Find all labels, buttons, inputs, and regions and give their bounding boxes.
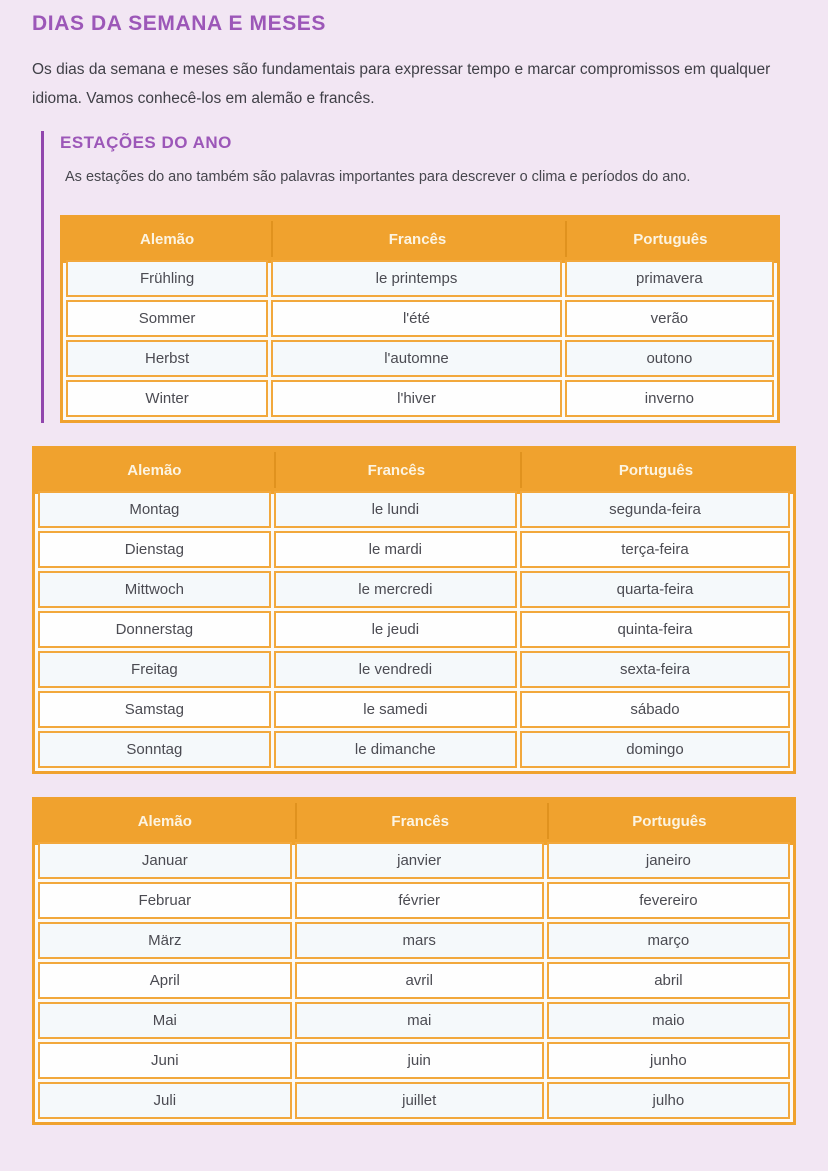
table-row xyxy=(38,651,790,688)
column-header-portuguese: Português xyxy=(520,452,790,488)
table-cell: le dimanche xyxy=(274,731,517,768)
table-cell: fevereiro xyxy=(547,882,790,919)
table-cell: Mittwoch xyxy=(38,571,271,608)
table-cell: segunda-feira xyxy=(520,491,790,528)
section-title: ESTAÇÕES DO ANO xyxy=(60,133,232,152)
table-row xyxy=(38,922,790,959)
table-cell: Januar xyxy=(38,842,292,879)
column-header-portuguese: Português xyxy=(565,221,774,257)
table-row xyxy=(38,882,790,919)
table-row xyxy=(38,491,790,528)
months-table-wrapper xyxy=(32,797,796,1125)
table-cell: l'été xyxy=(271,300,562,337)
table-cell: April xyxy=(38,962,292,999)
seasons-table-wrapper xyxy=(60,215,780,423)
table-cell: Sommer xyxy=(66,300,268,337)
table-cell: l'hiver xyxy=(271,380,562,417)
days-table xyxy=(35,449,793,771)
table-cell: domingo xyxy=(520,731,790,768)
column-header-portuguese: Português xyxy=(547,803,790,839)
table-row xyxy=(38,1042,790,1079)
table-cell: le mercredi xyxy=(274,571,517,608)
days-table-body xyxy=(38,491,790,768)
table-cell: primavera xyxy=(565,260,774,297)
table-header-row xyxy=(38,452,790,488)
table-cell: Mai xyxy=(38,1002,292,1039)
section-intro-paragraph: As estações do ano também são palavras importantes para descrever o clima e períodos do ano. xyxy=(65,169,691,185)
table-cell: le samedi xyxy=(274,691,517,728)
column-header-german: Alemão xyxy=(137,812,192,830)
table-row xyxy=(38,571,790,608)
table-cell: janeiro xyxy=(547,842,790,879)
table-cell: terça-feira xyxy=(520,531,790,568)
table-cell: março xyxy=(547,922,790,959)
table-cell: junho xyxy=(547,1042,790,1079)
table-cell: mai xyxy=(295,1002,544,1039)
column-header-german: Alemão xyxy=(139,230,195,248)
table-cell: mars xyxy=(295,922,544,959)
table-cell: le jeudi xyxy=(274,611,517,648)
section-seasons xyxy=(41,131,780,423)
months-table-header xyxy=(38,803,790,839)
table-cell: l'automne xyxy=(271,340,562,377)
seasons-table-body xyxy=(66,260,774,417)
table-cell: Herbst xyxy=(66,340,268,377)
table-cell: Sonntag xyxy=(38,731,271,768)
table-cell: Freitag xyxy=(38,651,271,688)
table-cell: abril xyxy=(547,962,790,999)
table-row xyxy=(38,531,790,568)
table-cell: quinta-feira xyxy=(520,611,790,648)
table-cell: Juni xyxy=(38,1042,292,1079)
table-row xyxy=(66,380,774,417)
table-cell: März xyxy=(38,922,292,959)
table-cell: Samstag xyxy=(38,691,271,728)
table-cell: Montag xyxy=(38,491,271,528)
days-table-header xyxy=(38,452,790,488)
table-cell: avril xyxy=(295,962,544,999)
table-row xyxy=(38,962,790,999)
table-cell: sexta-feira xyxy=(520,651,790,688)
table-row xyxy=(38,1082,790,1119)
months-table-body xyxy=(38,842,790,1119)
table-row xyxy=(66,340,774,377)
column-header-german: Alemão xyxy=(127,461,182,479)
table-cell: maio xyxy=(547,1002,790,1039)
table-row xyxy=(38,731,790,768)
table-cell: juin xyxy=(295,1042,544,1079)
table-cell: Frühling xyxy=(66,260,268,297)
days-table-wrapper xyxy=(32,446,796,774)
table-cell: Februar xyxy=(38,882,292,919)
table-cell: juillet xyxy=(295,1082,544,1119)
table-cell: inverno xyxy=(565,380,774,417)
table-cell: outono xyxy=(565,340,774,377)
table-row xyxy=(38,691,790,728)
table-row xyxy=(38,611,790,648)
table-row xyxy=(38,842,790,879)
table-cell: le vendredi xyxy=(274,651,517,688)
column-header-french: Francês xyxy=(271,221,562,257)
table-cell: julho xyxy=(547,1082,790,1119)
table-cell: quarta-feira xyxy=(520,571,790,608)
table-cell: sábado xyxy=(520,691,790,728)
column-header-french: Francês xyxy=(295,803,544,839)
table-row xyxy=(66,260,774,297)
table-cell: Winter xyxy=(66,380,268,417)
table-cell: Donnerstag xyxy=(38,611,271,648)
table-cell: le printemps xyxy=(271,260,562,297)
seasons-table xyxy=(63,218,777,420)
column-header-french: Francês xyxy=(274,452,517,488)
table-row xyxy=(66,300,774,337)
table-cell: verão xyxy=(565,300,774,337)
table-cell: janvier xyxy=(295,842,544,879)
table-cell: février xyxy=(295,882,544,919)
table-cell: Dienstag xyxy=(38,531,271,568)
table-header-row xyxy=(66,221,774,257)
months-table xyxy=(35,800,793,1122)
seasons-table-header xyxy=(66,221,774,257)
page-title: DIAS DA SEMANA E MESES xyxy=(32,12,327,35)
table-cell: le mardi xyxy=(274,531,517,568)
table-row xyxy=(38,1002,790,1039)
intro-paragraph: Os dias da semana e meses são fundamentais para expressar tempo e marcar compromissos em qualquer idioma. Vamos conhecê-los em alemão e francês. xyxy=(32,61,771,107)
table-cell: le lundi xyxy=(274,491,517,528)
table-cell: Juli xyxy=(38,1082,292,1119)
table-header-row xyxy=(38,803,790,839)
